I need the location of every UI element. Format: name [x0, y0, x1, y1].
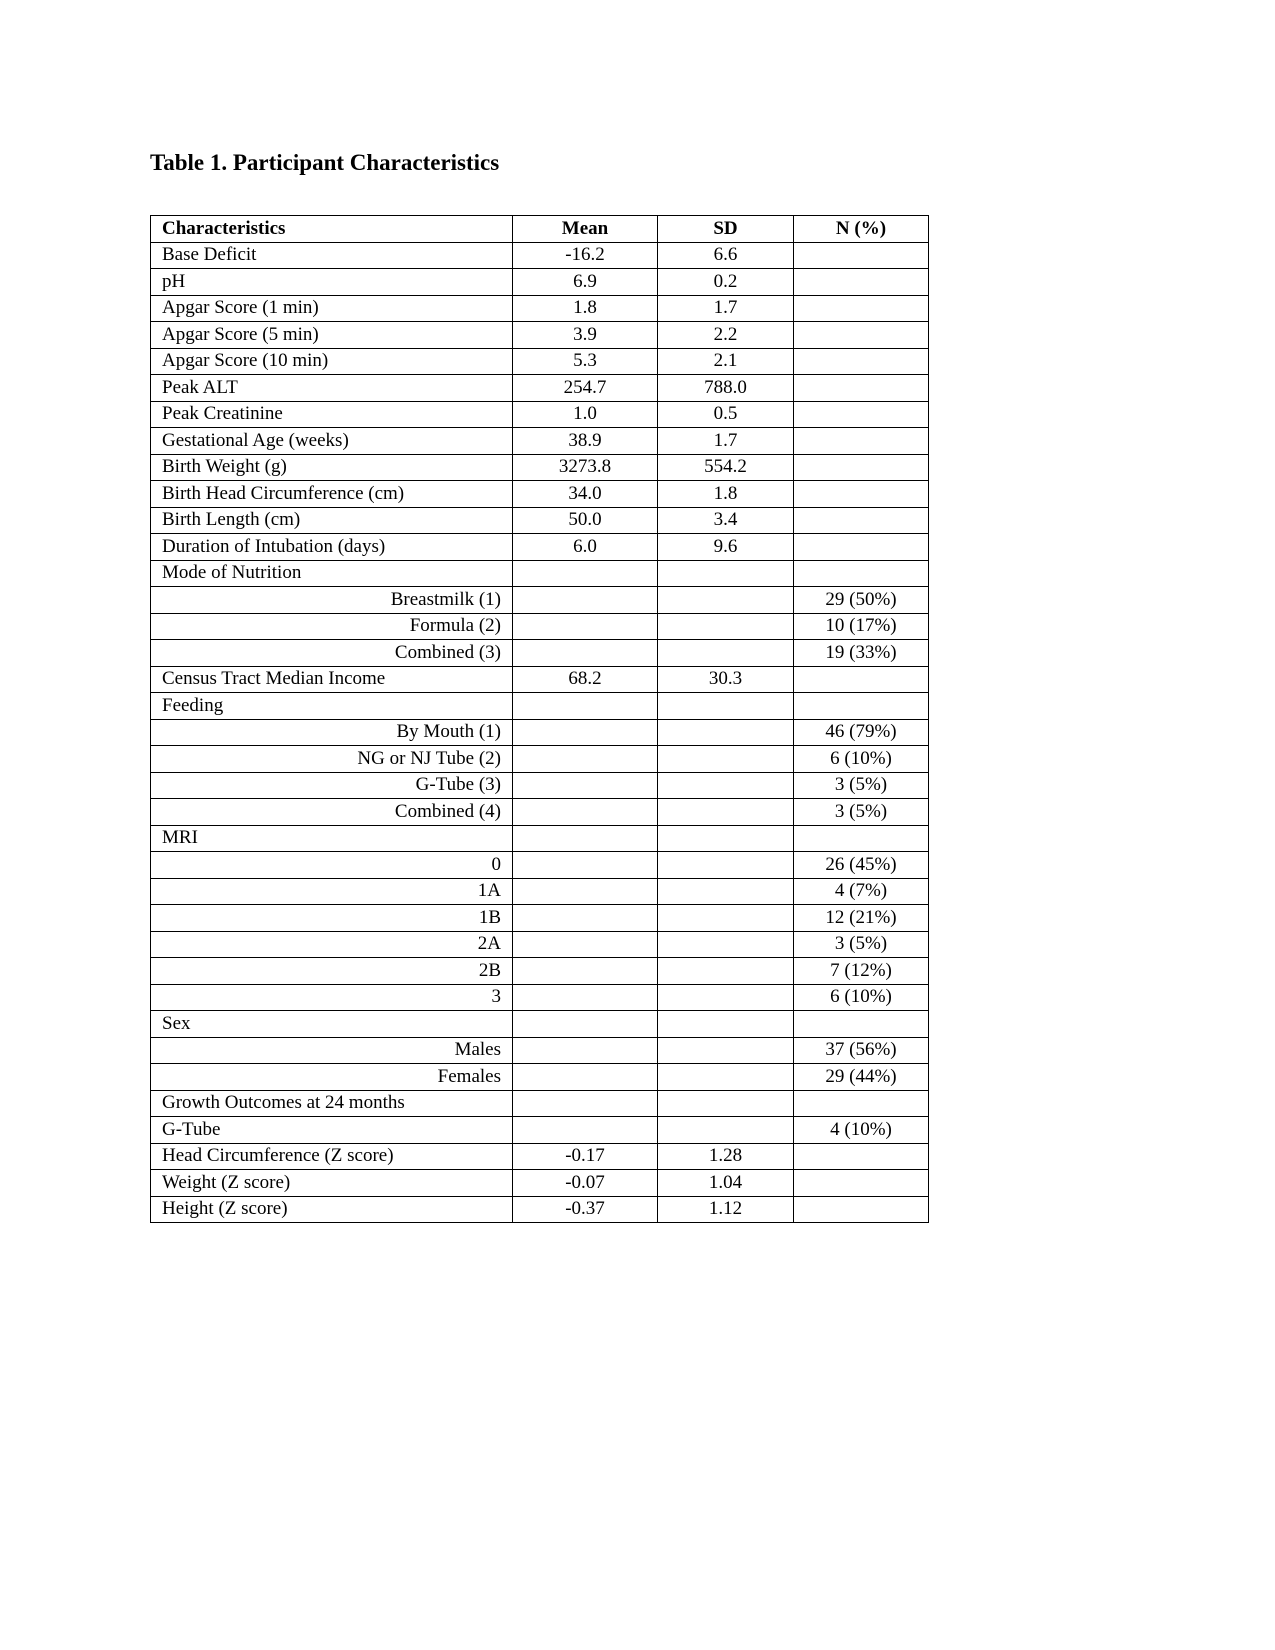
cell-n-percent — [794, 375, 929, 402]
cell-mean — [513, 746, 658, 773]
cell-n-percent — [794, 1143, 929, 1170]
cell-n-percent: 29 (44%) — [794, 1064, 929, 1091]
cell-mean — [513, 1090, 658, 1117]
cell-sd: 788.0 — [658, 375, 794, 402]
cell-characteristic: Birth Head Circumference (cm) — [151, 481, 513, 508]
cell-n-percent — [794, 560, 929, 587]
cell-sd — [658, 1064, 794, 1091]
cell-characteristic: Height (Z score) — [151, 1196, 513, 1223]
cell-mean — [513, 825, 658, 852]
cell-sd — [658, 772, 794, 799]
cell-sd — [658, 640, 794, 667]
cell-n-percent — [794, 666, 929, 693]
cell-mean: 34.0 — [513, 481, 658, 508]
table-row — [151, 1037, 929, 1064]
cell-sd — [658, 1090, 794, 1117]
table-row — [151, 719, 929, 746]
table-row — [151, 454, 929, 481]
table-row — [151, 1090, 929, 1117]
participant-characteristics-table — [150, 215, 929, 1223]
column-header-mean: Mean — [513, 216, 658, 243]
table-row — [151, 1196, 929, 1223]
cell-n-percent — [794, 534, 929, 561]
cell-mean — [513, 719, 658, 746]
cell-sd — [658, 825, 794, 852]
cell-mean: 1.8 — [513, 295, 658, 322]
cell-characteristic: Growth Outcomes at 24 months — [151, 1090, 513, 1117]
cell-n-percent — [794, 1011, 929, 1038]
cell-sd — [658, 878, 794, 905]
cell-mean — [513, 640, 658, 667]
cell-sd: 30.3 — [658, 666, 794, 693]
cell-mean: 68.2 — [513, 666, 658, 693]
cell-mean — [513, 905, 658, 932]
cell-mean — [513, 958, 658, 985]
table-row — [151, 666, 929, 693]
cell-mean — [513, 984, 658, 1011]
cell-characteristic: Mode of Nutrition — [151, 560, 513, 587]
cell-mean — [513, 1064, 658, 1091]
cell-sd: 1.04 — [658, 1170, 794, 1197]
cell-sd: 1.12 — [658, 1196, 794, 1223]
cell-sd: 1.7 — [658, 428, 794, 455]
cell-characteristic: 2A — [151, 931, 513, 958]
cell-characteristic: MRI — [151, 825, 513, 852]
table-row — [151, 295, 929, 322]
cell-n-percent — [794, 269, 929, 296]
cell-n-percent: 46 (79%) — [794, 719, 929, 746]
cell-sd — [658, 719, 794, 746]
table-row — [151, 640, 929, 667]
cell-n-percent: 3 (5%) — [794, 772, 929, 799]
cell-characteristic: Formula (2) — [151, 613, 513, 640]
column-header-sd: SD — [658, 216, 794, 243]
table-row — [151, 931, 929, 958]
cell-mean — [513, 560, 658, 587]
cell-sd — [658, 799, 794, 826]
cell-n-percent — [794, 428, 929, 455]
table-row — [151, 269, 929, 296]
cell-n-percent: 6 (10%) — [794, 746, 929, 773]
page-title: Table 1. Participant Characteristics — [150, 150, 500, 175]
table-row — [151, 1143, 929, 1170]
table-row — [151, 560, 929, 587]
table-row — [151, 587, 929, 614]
cell-characteristic: Head Circumference (Z score) — [151, 1143, 513, 1170]
table-row — [151, 375, 929, 402]
cell-characteristic: Base Deficit — [151, 242, 513, 269]
table-row — [151, 799, 929, 826]
cell-n-percent: 29 (50%) — [794, 587, 929, 614]
cell-characteristic: Apgar Score (1 min) — [151, 295, 513, 322]
cell-characteristic: 2B — [151, 958, 513, 985]
cell-mean: -0.37 — [513, 1196, 658, 1223]
table-row — [151, 507, 929, 534]
cell-characteristic: Peak ALT — [151, 375, 513, 402]
cell-mean: 50.0 — [513, 507, 658, 534]
cell-n-percent — [794, 1196, 929, 1223]
cell-n-percent: 19 (33%) — [794, 640, 929, 667]
cell-sd: 9.6 — [658, 534, 794, 561]
cell-sd — [658, 1011, 794, 1038]
cell-n-percent: 37 (56%) — [794, 1037, 929, 1064]
cell-n-percent: 4 (7%) — [794, 878, 929, 905]
cell-sd — [658, 587, 794, 614]
cell-n-percent: 6 (10%) — [794, 984, 929, 1011]
cell-mean — [513, 693, 658, 720]
cell-characteristic: Males — [151, 1037, 513, 1064]
cell-n-percent — [794, 348, 929, 375]
cell-n-percent — [794, 322, 929, 349]
table-row — [151, 348, 929, 375]
cell-n-percent — [794, 693, 929, 720]
cell-n-percent — [794, 481, 929, 508]
table-row — [151, 958, 929, 985]
cell-characteristic: Birth Weight (g) — [151, 454, 513, 481]
table-row — [151, 322, 929, 349]
column-header-n-percent: N (%) — [794, 216, 929, 243]
cell-n-percent — [794, 242, 929, 269]
cell-characteristic: Apgar Score (5 min) — [151, 322, 513, 349]
cell-sd: 1.7 — [658, 295, 794, 322]
cell-characteristic: 1A — [151, 878, 513, 905]
cell-n-percent: 12 (21%) — [794, 905, 929, 932]
cell-mean — [513, 1117, 658, 1144]
cell-characteristic: G-Tube (3) — [151, 772, 513, 799]
cell-sd — [658, 693, 794, 720]
cell-sd: 2.2 — [658, 322, 794, 349]
cell-n-percent — [794, 825, 929, 852]
cell-mean — [513, 931, 658, 958]
table-row — [151, 242, 929, 269]
cell-sd — [658, 1117, 794, 1144]
cell-sd — [658, 984, 794, 1011]
table-header — [151, 216, 929, 243]
cell-mean: -0.07 — [513, 1170, 658, 1197]
cell-sd — [658, 1037, 794, 1064]
cell-mean — [513, 587, 658, 614]
cell-n-percent — [794, 454, 929, 481]
table-row — [151, 984, 929, 1011]
cell-sd: 3.4 — [658, 507, 794, 534]
cell-sd — [658, 931, 794, 958]
cell-characteristic: Apgar Score (10 min) — [151, 348, 513, 375]
cell-sd — [658, 613, 794, 640]
cell-n-percent: 3 (5%) — [794, 931, 929, 958]
cell-characteristic: Peak Creatinine — [151, 401, 513, 428]
column-header-characteristics: Characteristics — [151, 216, 513, 243]
cell-mean — [513, 613, 658, 640]
table-row — [151, 613, 929, 640]
cell-mean: 3273.8 — [513, 454, 658, 481]
cell-mean: -0.17 — [513, 1143, 658, 1170]
cell-sd: 6.6 — [658, 242, 794, 269]
cell-characteristic: Gestational Age (weeks) — [151, 428, 513, 455]
table-body — [151, 242, 929, 1223]
cell-characteristic: 1B — [151, 905, 513, 932]
cell-mean: 5.3 — [513, 348, 658, 375]
cell-characteristic: Females — [151, 1064, 513, 1091]
cell-characteristic: Feeding — [151, 693, 513, 720]
cell-mean — [513, 1037, 658, 1064]
cell-mean — [513, 852, 658, 879]
cell-n-percent — [794, 401, 929, 428]
table-row — [151, 481, 929, 508]
cell-mean: 38.9 — [513, 428, 658, 455]
cell-characteristic: Breastmilk (1) — [151, 587, 513, 614]
cell-sd — [658, 560, 794, 587]
table-header-row — [151, 216, 929, 243]
cell-characteristic: Birth Length (cm) — [151, 507, 513, 534]
table-row — [151, 1117, 929, 1144]
cell-mean — [513, 772, 658, 799]
cell-characteristic: By Mouth (1) — [151, 719, 513, 746]
cell-n-percent — [794, 295, 929, 322]
cell-mean — [513, 878, 658, 905]
cell-sd — [658, 852, 794, 879]
cell-characteristic: G-Tube — [151, 1117, 513, 1144]
cell-n-percent — [794, 507, 929, 534]
cell-characteristic: pH — [151, 269, 513, 296]
cell-characteristic: 0 — [151, 852, 513, 879]
cell-n-percent — [794, 1090, 929, 1117]
cell-sd: 2.1 — [658, 348, 794, 375]
table-row — [151, 852, 929, 879]
cell-mean: -16.2 — [513, 242, 658, 269]
cell-characteristic: Weight (Z score) — [151, 1170, 513, 1197]
table-row — [151, 905, 929, 932]
cell-characteristic: Combined (3) — [151, 640, 513, 667]
cell-mean — [513, 799, 658, 826]
table-row — [151, 401, 929, 428]
cell-mean: 6.0 — [513, 534, 658, 561]
cell-mean: 3.9 — [513, 322, 658, 349]
table-row — [151, 1170, 929, 1197]
table-row — [151, 746, 929, 773]
cell-characteristic: NG or NJ Tube (2) — [151, 746, 513, 773]
table-row — [151, 428, 929, 455]
cell-characteristic: Census Tract Median Income — [151, 666, 513, 693]
table-row — [151, 1064, 929, 1091]
cell-n-percent: 10 (17%) — [794, 613, 929, 640]
cell-sd: 554.2 — [658, 454, 794, 481]
cell-mean — [513, 1011, 658, 1038]
table-row — [151, 825, 929, 852]
cell-mean: 1.0 — [513, 401, 658, 428]
cell-sd — [658, 905, 794, 932]
cell-mean: 254.7 — [513, 375, 658, 402]
cell-sd — [658, 958, 794, 985]
table-row — [151, 772, 929, 799]
table-row — [151, 693, 929, 720]
cell-n-percent: 4 (10%) — [794, 1117, 929, 1144]
cell-sd — [658, 746, 794, 773]
cell-sd: 1.28 — [658, 1143, 794, 1170]
cell-characteristic: 3 — [151, 984, 513, 1011]
table-row — [151, 534, 929, 561]
table-row — [151, 878, 929, 905]
cell-n-percent: 7 (12%) — [794, 958, 929, 985]
cell-characteristic: Duration of Intubation (days) — [151, 534, 513, 561]
cell-sd: 0.2 — [658, 269, 794, 296]
cell-characteristic: Sex — [151, 1011, 513, 1038]
cell-sd: 0.5 — [658, 401, 794, 428]
cell-n-percent: 3 (5%) — [794, 799, 929, 826]
cell-sd: 1.8 — [658, 481, 794, 508]
cell-n-percent: 26 (45%) — [794, 852, 929, 879]
cell-characteristic: Combined (4) — [151, 799, 513, 826]
cell-n-percent — [794, 1170, 929, 1197]
table-row — [151, 1011, 929, 1038]
cell-mean: 6.9 — [513, 269, 658, 296]
